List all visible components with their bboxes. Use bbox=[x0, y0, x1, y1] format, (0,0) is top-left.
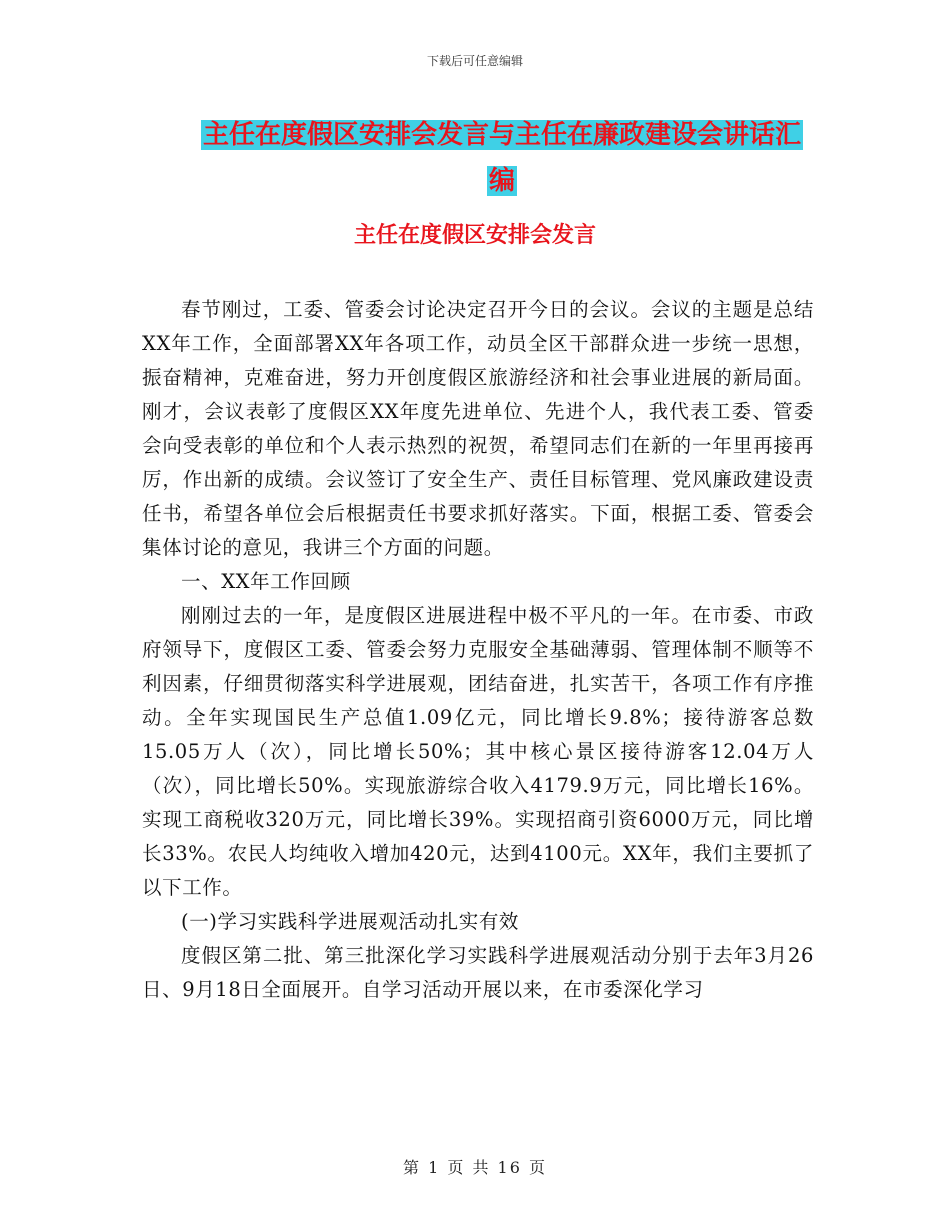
document-title bbox=[192, 112, 812, 204]
paragraph: 春节刚过，工委、管委会讨论决定召开今日的会议。会议的主题是总结XX年工作，全面部署XX年各项工作，动员全区干部群众进一步统一思想，振奋精神，克难奋进，努力开创度假区旅游经济和社会事业进展的新局面。刚才，会议表彰了度假区XX年度先进单位、先进个人，我代表工委、管委会向受表彰的单位和个人表示热烈的祝贺，希望同志们在新的一年里再接再厉，作出新的成绩。会议签订了安全生产、责任目标管理、党风廉政建设责任书，希望各单位会后根据责任书要求抓好落实。下面，根据工委、管委会集体讨论的意见，我讲三个方面的问题。 bbox=[142, 298, 814, 559]
section-heading: 一、XX年工作回顾 bbox=[181, 570, 351, 593]
section-title: 主任在度假区安排会发言 bbox=[353, 223, 596, 248]
document-title-text: 主任在度假区安排会发言与主任在廉政建设会讲话汇编 bbox=[202, 120, 801, 196]
paragraph: 刚刚过去的一年，是度假区进展进程中极不平凡的一年。在市委、市政府领导下，度假区工委、管委会努力克服安全基础薄弱、管理体制不顺等不利因素，仔细贯彻落实科学进展观，团结奋进，扎实苦干，各项工作有序推动。全年实现国民生产总值1.09亿元，同比增长9.8%；接待游客总数15.05万人（次），同比增长50%；其中核心景区接待游客12.04万人（次），同比增长50%。实现旅游综合收入4179.9万元，同比增长16%。实现工商税收320万元，同比增长39%。实现招商引资6000万元，同比增长33%。农民人均纯收入增加420元，达到4100元。XX年，我们主要抓了以下工作。 bbox=[142, 604, 814, 899]
document-body bbox=[142, 293, 814, 1007]
page-header-note: 下载后可任意编辑 bbox=[426, 54, 523, 68]
paragraph: 度假区第二批、第三批深化学习实践科学进展观活动分别于去年3月26日、9月18日全面展开。自学习活动开展以来，在市委深化学习 bbox=[142, 944, 814, 1001]
page-number-footer: 第 1 页 共 16 页 bbox=[403, 1158, 547, 1177]
subsection-heading: (一)学习实践科学进展观活动扎实有效 bbox=[181, 910, 520, 933]
